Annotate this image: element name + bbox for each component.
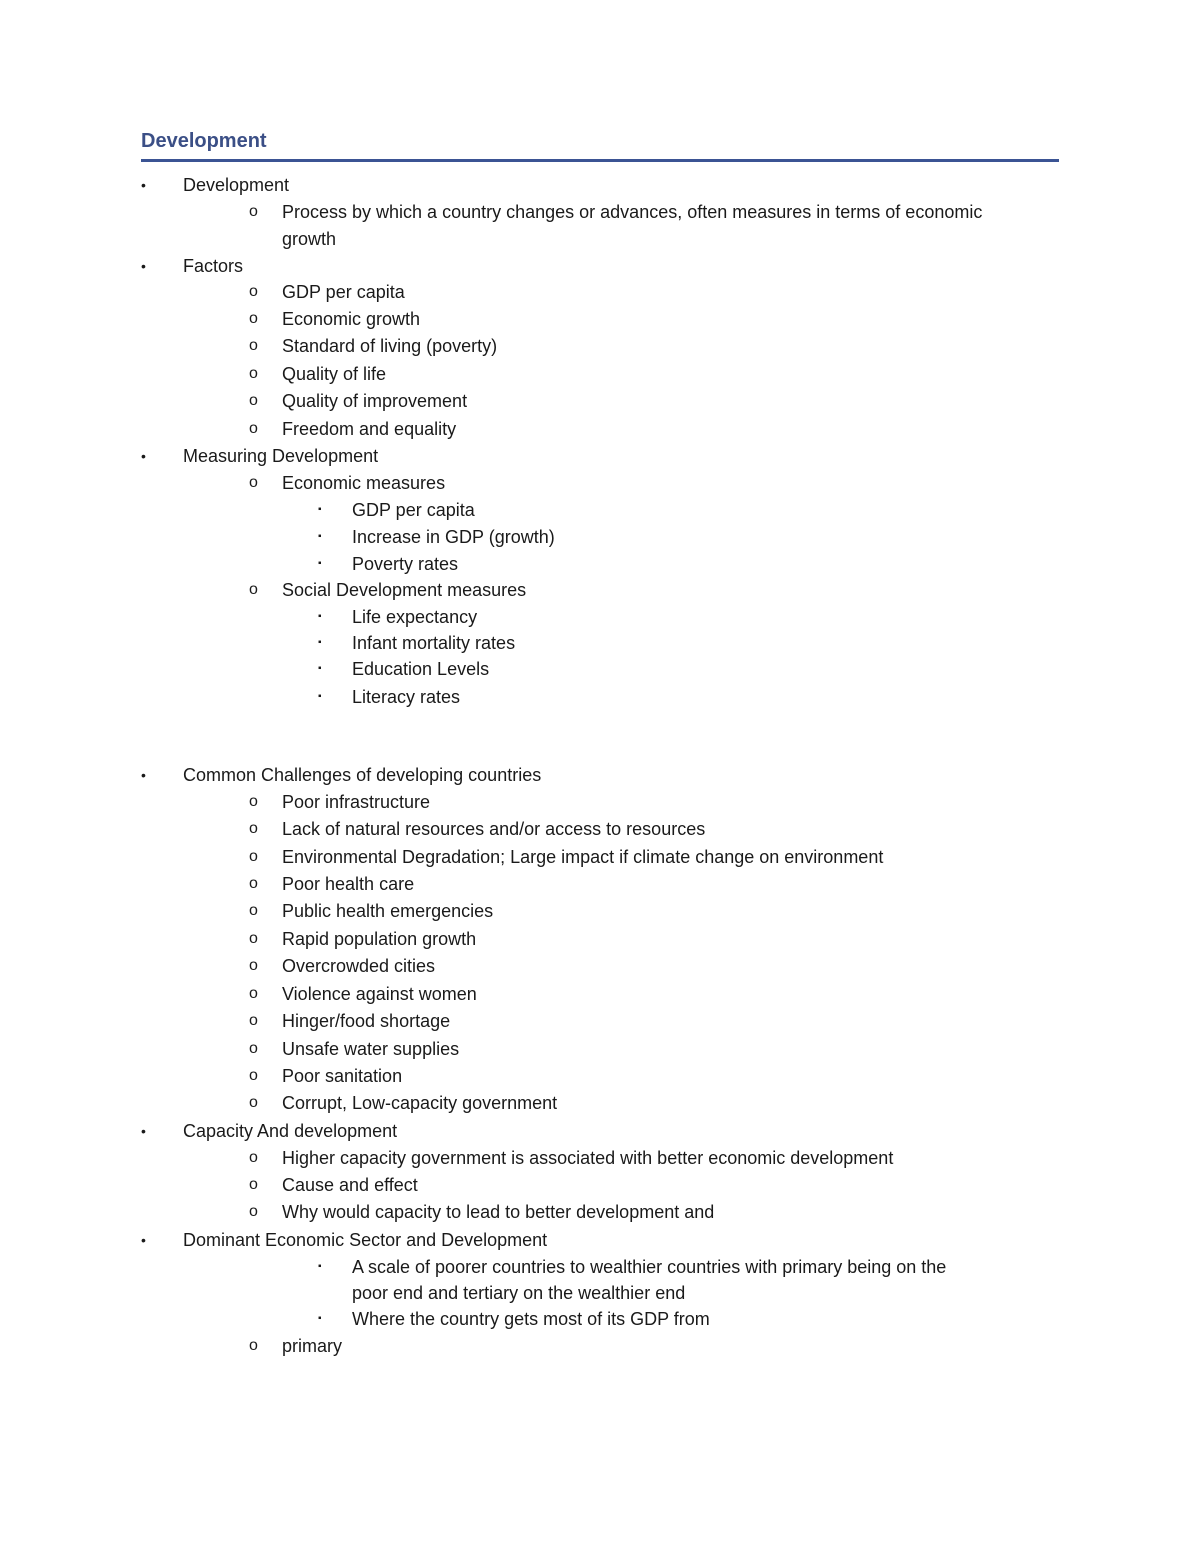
bullet-marker-level-2: o xyxy=(249,581,258,598)
bullet-marker-level-2: o xyxy=(249,1040,258,1057)
bullet-marker-level-2: o xyxy=(249,1337,258,1354)
bullet-marker-level-3: ▪ xyxy=(318,531,322,542)
bullet-marker-level-3: ▪ xyxy=(318,558,322,569)
bullet-marker-level-2: o xyxy=(249,365,258,382)
list-item-level-2: Higher capacity government is associated with better economic development xyxy=(282,1148,894,1168)
bullet-marker-level-1: • xyxy=(141,1123,146,1139)
list-item-level-2: Economic measures xyxy=(282,473,446,493)
bullet-marker-level-3: ▪ xyxy=(318,1261,322,1272)
list-item-level-2: Process by which a country changes or advances, often measures in terms of economic xyxy=(282,202,983,222)
bullet-marker-level-3: ▪ xyxy=(318,663,322,674)
list-item-level-2: Cause and effect xyxy=(282,1175,418,1195)
bullet-marker-level-3: ▪ xyxy=(318,504,322,515)
list-item-level-2: primary xyxy=(282,1336,343,1356)
list-item-level-2: Environmental Degradation; Large impact if climate change on environment xyxy=(282,847,884,867)
bullet-marker-level-2: o xyxy=(249,820,258,837)
bullet-marker-level-2: o xyxy=(249,930,258,947)
list-item-level-2: Social Development measures xyxy=(282,580,527,600)
list-item-level-3: Where the country gets most of its GDP from xyxy=(352,1309,710,1329)
list-item-level-2: Standard of living (poverty) xyxy=(282,336,498,356)
list-item-level-2: Corrupt, Low-capacity government xyxy=(282,1093,558,1113)
list-item-level-2: Public health emergencies xyxy=(282,901,494,921)
list-item-level-2: Poor sanitation xyxy=(282,1066,403,1086)
bullet-marker-level-3: ▪ xyxy=(318,611,322,622)
bullet-marker-level-1: • xyxy=(141,1232,146,1248)
list-item-level-3: Infant mortality rates xyxy=(352,633,516,653)
list-item-level-2: GDP per capita xyxy=(282,282,405,302)
bullet-marker-level-2: o xyxy=(249,793,258,810)
list-item-level-1: Common Challenges of developing countries xyxy=(183,765,542,785)
list-item-level-2: Quality of improvement xyxy=(282,391,468,411)
list-item-level-3: Literacy rates xyxy=(352,687,461,707)
bullet-marker-level-2: o xyxy=(249,283,258,300)
list-item-level-3: Life expectancy xyxy=(352,607,478,627)
list-item-level-2: Hinger/food shortage xyxy=(282,1011,451,1031)
list-item-level-2: Poor infrastructure xyxy=(282,792,431,812)
bullet-marker-level-2: o xyxy=(249,337,258,354)
list-item-level-2: growth xyxy=(282,229,337,249)
bullet-marker-level-1: • xyxy=(141,767,146,783)
list-item-level-2: Lack of natural resources and/or access to resources xyxy=(282,819,706,839)
list-item-level-2: Unsafe water supplies xyxy=(282,1039,460,1059)
list-item-level-1: Capacity And development xyxy=(183,1121,398,1141)
bullet-marker-level-2: o xyxy=(249,474,258,491)
list-item-level-3: A scale of poorer countries to wealthier countries with primary being on the xyxy=(352,1257,947,1277)
bullet-marker-level-2: o xyxy=(249,420,258,437)
list-item-level-3: GDP per capita xyxy=(352,500,475,520)
bullet-marker-level-2: o xyxy=(249,1149,258,1166)
list-item-level-1: Measuring Development xyxy=(183,446,379,466)
list-item-level-3: Increase in GDP (growth) xyxy=(352,527,555,547)
bullet-marker-level-2: o xyxy=(249,1094,258,1111)
bullet-marker-level-3: ▪ xyxy=(318,691,322,702)
bullet-marker-level-1: • xyxy=(141,258,146,274)
bullet-marker-level-2: o xyxy=(249,203,258,220)
list-item-level-3: Poverty rates xyxy=(352,554,459,574)
bullet-marker-level-2: o xyxy=(249,902,258,919)
bullet-marker-level-2: o xyxy=(249,310,258,327)
bullet-marker-level-2: o xyxy=(249,1012,258,1029)
list-item-level-3: poor end and tertiary on the wealthier end xyxy=(352,1283,686,1303)
bullet-marker-level-2: o xyxy=(249,392,258,409)
list-item-level-2: Violence against women xyxy=(282,984,477,1004)
bullet-marker-level-2: o xyxy=(249,957,258,974)
bullet-marker-level-2: o xyxy=(249,875,258,892)
bullet-marker-level-2: o xyxy=(249,1067,258,1084)
list-item-level-2: Economic growth xyxy=(282,309,421,329)
bullet-marker-level-1: • xyxy=(141,177,146,193)
bullet-marker-level-1: • xyxy=(141,448,146,464)
list-item-level-1: Dominant Economic Sector and Development xyxy=(183,1230,548,1250)
bullet-marker-level-2: o xyxy=(249,1176,258,1193)
section-heading: Development xyxy=(141,130,267,152)
bullet-marker-level-3: ▪ xyxy=(318,637,322,648)
bullet-marker-level-3: ▪ xyxy=(318,1313,322,1324)
list-item-level-2: Poor health care xyxy=(282,874,415,894)
bullet-marker-level-2: o xyxy=(249,985,258,1002)
list-item-level-2: Quality of life xyxy=(282,364,387,384)
list-item-level-2: Freedom and equality xyxy=(282,419,457,439)
list-item-level-2: Rapid population growth xyxy=(282,929,477,949)
heading-underline xyxy=(141,159,1059,162)
list-item-level-1: Development xyxy=(183,175,290,195)
list-item-level-2: Overcrowded cities xyxy=(282,956,436,976)
bullet-marker-level-2: o xyxy=(249,1203,258,1220)
bullet-marker-level-2: o xyxy=(249,848,258,865)
list-item-level-1: Factors xyxy=(183,256,244,276)
list-item-level-2: Why would capacity to lead to better development and xyxy=(282,1202,715,1222)
list-item-level-3: Education Levels xyxy=(352,659,490,679)
